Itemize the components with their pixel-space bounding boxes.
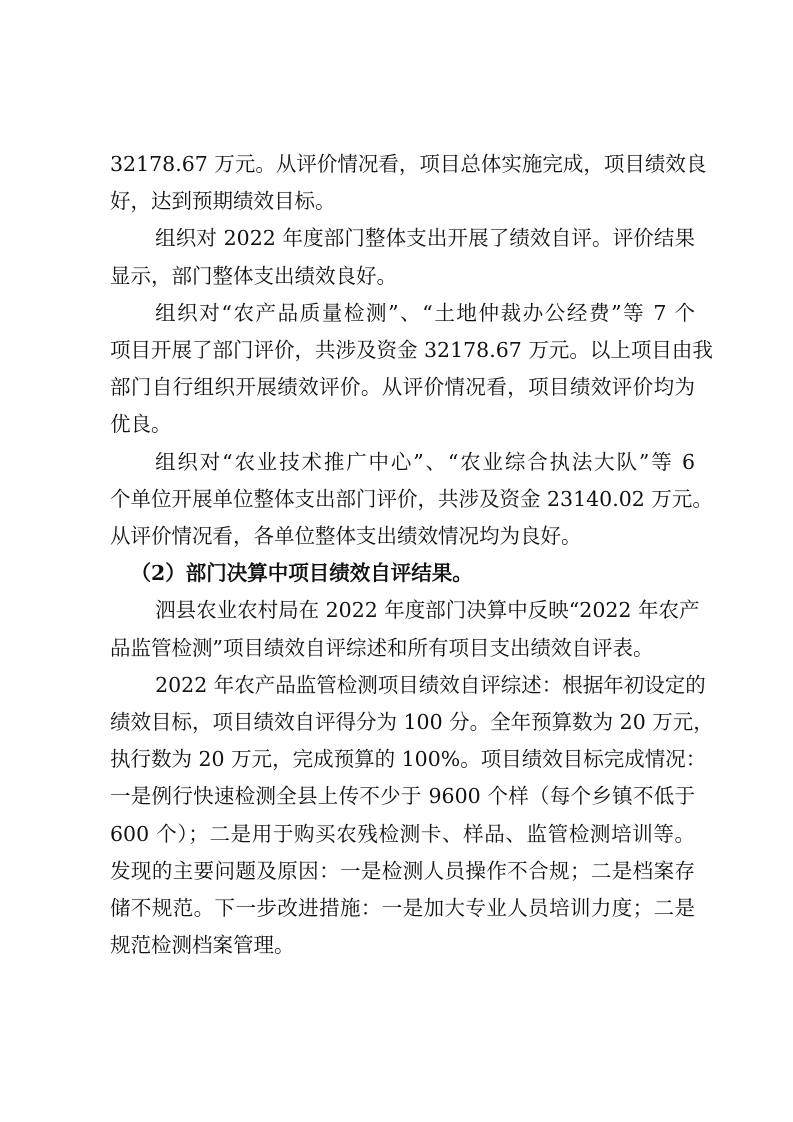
document-body <box>110 146 714 964</box>
text-line: 储不规范。下一步改进措施：一是加大专业人员培训力度；二是 <box>110 896 695 921</box>
paragraph <box>110 444 713 556</box>
text-line: 优良。 <box>110 412 172 437</box>
paragraph <box>110 667 714 965</box>
text-line: 组织对“农业技术推广中心”、“农业综合执法大队”等 6 <box>155 449 695 474</box>
text-line: 32178.67 万元。从评价情况看，项目总体实施完成，项目绩效良 <box>110 152 707 176</box>
text-line: 好，达到预期绩效目标。 <box>110 189 336 214</box>
text-line: 泗县农业农村局在 2022 年度部门决算中反映“2022 年农产 <box>155 598 700 623</box>
text-line: 项目开展了部门评价，共涉及资金 32178.67 万元。以上项目由我 <box>110 338 713 363</box>
text-line: 组织对“农产品质量检测”、“土地仲裁办公经费”等 7 个 <box>155 300 695 325</box>
text-line: 规范检测档案管理。 <box>110 933 295 958</box>
text-line: 执行数为 20 万元，完成预算的 100%。项目绩效目标完成情况： <box>110 747 707 772</box>
paragraph <box>110 146 707 220</box>
text-line: （2）部门决算中项目绩效自评结果。 <box>130 561 473 586</box>
text-line: 个单位开展单位整体支出部门评价，共涉及资金 23140.02 万元。 <box>110 486 713 511</box>
text-line: 发现的主要问题及原因：一是检测人员操作不合规；二是档案存 <box>110 858 695 883</box>
text-line: 品监管检测”项目绩效自评综述和所有项目支出绩效自评表。 <box>110 635 654 660</box>
text-line: 绩效目标，项目绩效自评得分为 100 分。全年预算数为 20 万元， <box>110 710 714 735</box>
text-line: 2022 年农产品监管检测项目绩效自评综述：根据年初设定的 <box>155 672 706 697</box>
paragraph <box>110 295 713 444</box>
text-line: 显示，部门整体支出绩效良好。 <box>110 263 397 288</box>
paragraph <box>110 592 700 666</box>
paragraph <box>110 220 695 294</box>
text-line: 组织对 2022 年度部门整体支出开展了绩效自评。评价结果 <box>155 226 695 251</box>
text-line: 从评价情况看，各单位整体支出绩效情况均为良好。 <box>110 524 582 549</box>
text-line: 600 个）；二是用于购买农残检测卡、样品、监管检测培训等。 <box>110 821 695 846</box>
text-line: 部门自行组织开展绩效评价。从评价情况看，项目绩效评价均为 <box>110 375 695 400</box>
section-heading <box>110 555 695 592</box>
text-line: 一是例行快速检测全县上传不少于 9600 个样（每个乡镇不低于 <box>110 784 695 809</box>
